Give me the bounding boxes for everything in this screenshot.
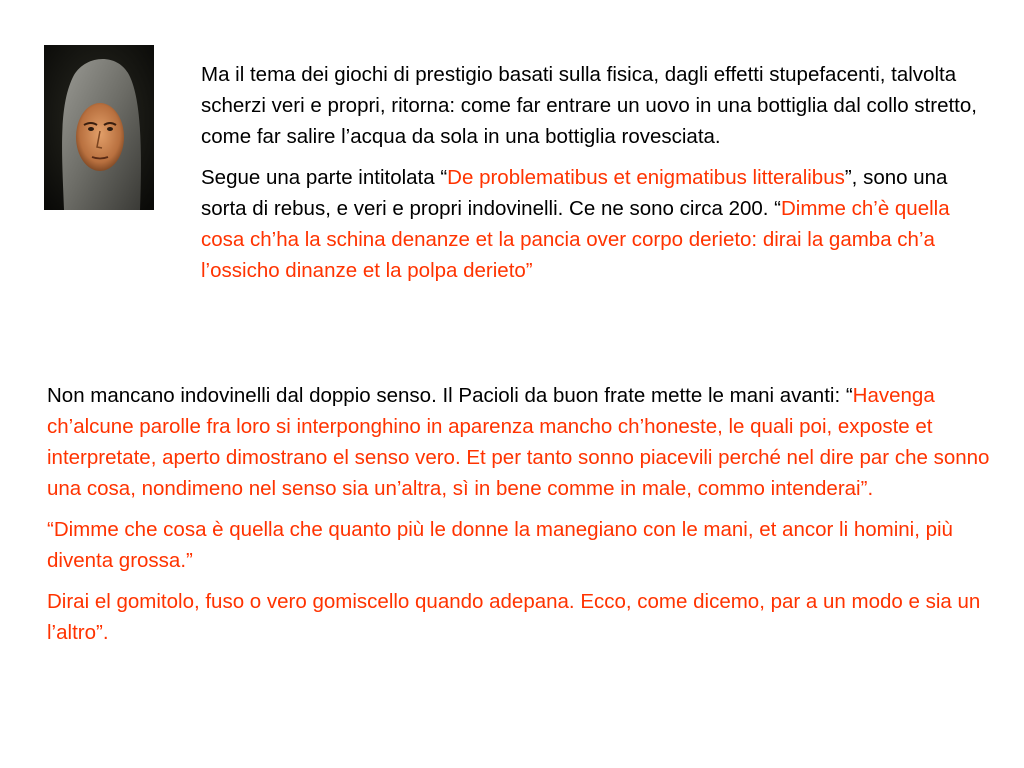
portrait-image <box>44 45 154 210</box>
paragraph-double-meaning <box>47 380 1007 504</box>
top-text-block <box>201 59 991 286</box>
paragraph-riddle-answer: Dirai el gomitolo, fuso o vero gomiscello quando adepana. Ecco, come dicemo, par a un modo e sia un l’altro”. <box>47 590 981 644</box>
paragraph-physics-games: Ma il tema dei giochi di prestigio basati sulla fisica, dagli effetti stupefacenti, talvolta scherzi veri e propri, ritorna: come far entrare un uovo in una bottiglia dal collo stretto, come far salire l’acqua da sola in una bottiglia rovesciata. <box>201 63 977 148</box>
bottom-text-block <box>47 380 1007 648</box>
text-intro: Segue una parte intitolata “ <box>201 166 448 189</box>
text-intro-double-meaning: Non mancano indovinelli dal doppio senso. Il Pacioli da buon frate mette le mani avanti: “ <box>47 384 853 407</box>
text-description: ”, sono una sorta di rebus, e veri e propri indovinelli. Ce ne sono circa 200. “ <box>201 166 948 220</box>
text-pacioli-quote: Havenga ch’alcune parolle fra loro si interponghino in aparenza mancho ch’honeste, le quali poi, exposte et interpretate, aperto dimostrano el senso vero. Et per tanto sonno piacevili perché nel dire par che sonno una cosa, nondimeno nel senso sia un’altra, sì in bene comme in male, commo intenderai”. <box>47 384 990 500</box>
text-riddle-quote: Dimme ch’è quella cosa ch’ha la schina denanze et la pancia over corpo derieto: dirai la gamba ch’a l’ossicho dinanze et la polpa derieto” <box>201 197 950 282</box>
text-latin-title: De problematibus et enigmatibus litteralibus <box>447 166 845 189</box>
paragraph-riddles-section <box>201 162 991 286</box>
paragraph-riddle-question: “Dimme che cosa è quella che quanto più le donne la manegiano con le mani, et ancor li homini, più diventa grossa.” <box>47 518 953 572</box>
